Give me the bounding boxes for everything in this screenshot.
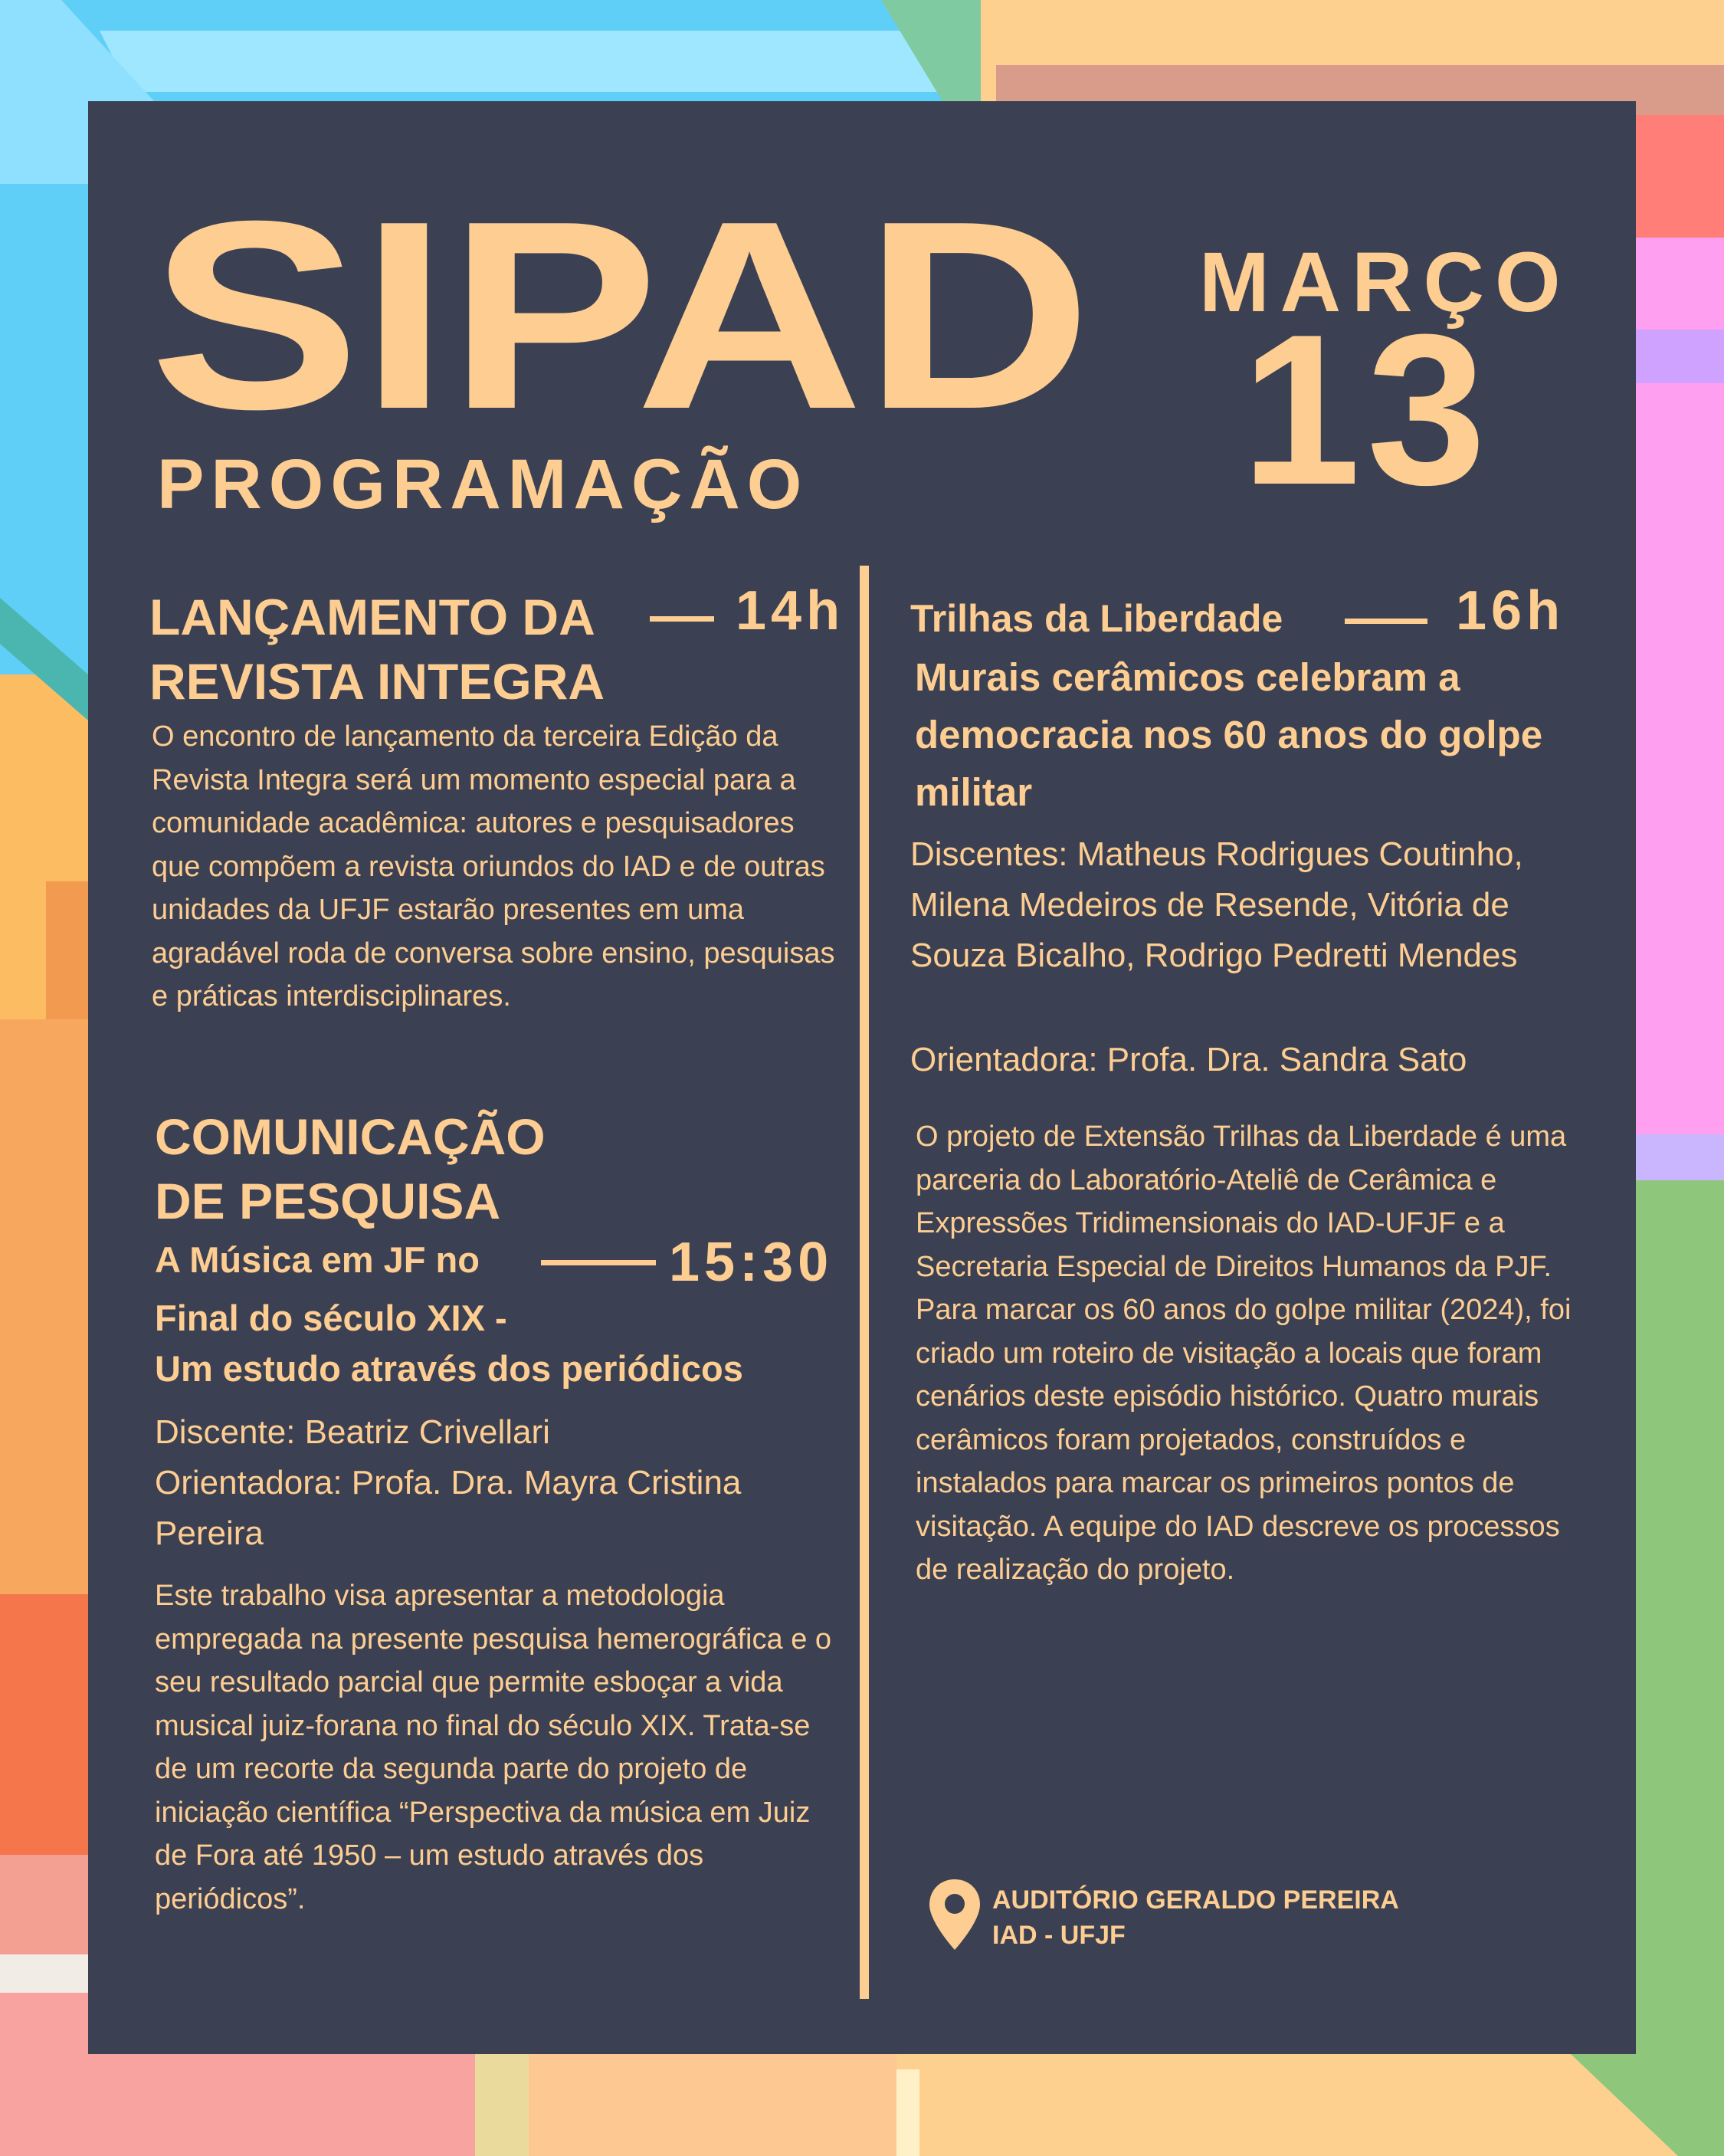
venue-unit: IAD - UFJF — [992, 1921, 1126, 1950]
trails-subtitle: Murais cerâmicos celebram a democracia nos 60 anos do golpe militar — [915, 655, 1543, 814]
time-dash — [650, 616, 714, 622]
page-subtitle: PROGRAMAÇÃO — [157, 445, 809, 523]
research-student: Discente: Beatriz Crivellari — [155, 1413, 550, 1451]
research-talk-line3: Um estudo através dos periódicos — [155, 1348, 743, 1389]
research-talk-line2: Final do século XIX - — [155, 1298, 507, 1338]
trails-title: Trilhas da Liberdade — [910, 597, 1283, 640]
event-month: MARÇO — [1199, 235, 1572, 330]
logo-text: SIPAD — [149, 207, 1092, 414]
venue-address — [992, 1882, 1399, 1953]
launch-description: O encontro de lançamento da terceira Edição da Revista Integra será um momento especial para a comunidade acadêmica: autores e pesquisadores que compõem a revista oriundos do IAD e de outras unidades da UFJF estarão presentes em uma agradável roda de conversa sobre ensino, pesquisas e práticas interdisciplinares. — [152, 720, 835, 1012]
research-description: Este trabalho visa apresentar a metodologia empregada na presente pesquisa hemerográfica e o seu resultado parcial que permite esboçar a vida musical juiz-forana no final do século XIX. Trata-se de um recorte da segunda parte do projeto de iniciação científica “Perspectiva da música em Juiz de Fora até 1950 – um estudo através dos periódicos”. — [155, 1580, 832, 1915]
trails-students: Discentes: Matheus Rodrigues Coutinho, Milena Medeiros de Resende, Vitória de Souza Bicalho, Rodrigo Pedretti Mendes — [910, 835, 1523, 974]
column-divider — [860, 566, 869, 1999]
research-talk-line1: A Música em JF no — [155, 1239, 480, 1280]
trails-time: 16h — [1456, 580, 1565, 642]
trails-advisor: Orientadora: Profa. Dra. Sandra Sato — [910, 1041, 1467, 1078]
trails-description: O projeto de Extensão Trilhas da Liberdade é uma parceria do Laboratório-Ateliê de Cerâmica e Expressões Tridimensionais do IAD-UFJF e a Secretaria Especial de Direitos Humanos da PJF. Para marcar os 60 anos do golpe militar (2024), foi criado um roteiro de visitação a locais que foram cenários deste episódio histórico. Quatro murais cerâmicos foram projetados, construídos e instalados para marcar os primeiros pontos de visitação. A equipe do IAD descreve os processos de realização do projeto. — [916, 1121, 1572, 1586]
research-time: 15:30 — [669, 1232, 834, 1293]
time-dash — [541, 1260, 656, 1265]
launch-title-line2: REVISTA INTEGRA — [149, 653, 605, 710]
research-title-line2: DE PESQUISA — [155, 1173, 501, 1229]
location-pin-icon — [927, 1878, 982, 1951]
launch-time: 14h — [736, 580, 845, 642]
research-advisor: Orientadora: Profa. Dra. Mayra Cristina Pereira — [155, 1464, 742, 1552]
sipad-logo — [149, 207, 1092, 414]
research-title-line1: COMUNICAÇÃO — [155, 1108, 546, 1165]
launch-title-line1: LANÇAMENTO DA — [149, 589, 595, 645]
venue-name: AUDITÓRIO GERALDO PEREIRA — [992, 1885, 1399, 1915]
event-day: 13 — [1241, 290, 1493, 530]
time-dash — [1345, 619, 1427, 624]
